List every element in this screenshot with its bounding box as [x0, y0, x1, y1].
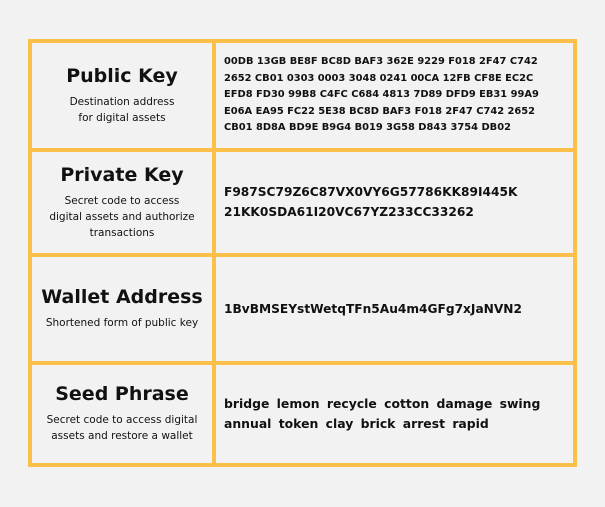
wallet-address-title: Wallet Address [41, 286, 203, 309]
private-key-description: Secret code to access digital assets and authorize transactions [49, 194, 195, 240]
seed-phrase-value: bridge lemon recycle cotton damage swing annual token clay brick arrest rapid [224, 395, 541, 431]
private-key-value: F987SC79Z6C87VX0VY6G57786KK89I445K 21KK0SDA61I20VC67YZ233CC33262 [224, 184, 518, 219]
wallet-address-label-cell [32, 257, 212, 361]
public-key-value: 00DB 13GB BE8F BC8D BAF3 362E 9229 F018 2F47 C742 2652 CB01 0303 0003 3048 0241 00CA 12FB CF8E EC2C EFD8 FD30 99B8 C4FC C684 4813 7D89 DFD9 EB31 99A9 E06A EA95 FC22 5E38 BC8D BAF3 F018 2F47 C742 2652 CB01 8D8A BD9E B9G4 B019 3G58 D843 3754 DB02 [224, 56, 539, 134]
public-key-title: Public Key [66, 64, 178, 87]
private-key-label-cell [32, 152, 212, 253]
public-key-value-cell [216, 43, 573, 148]
seed-phrase-description: Secret code to access digital assets and restore a wallet [46, 414, 198, 443]
seed-phrase-title: Seed Phrase [55, 383, 189, 406]
public-key-description: Destination address for digital assets [69, 95, 175, 124]
wallet-address-value: 1BvBMSEYstWetqTFn5Au4m4GFg7xJaNVN2 [224, 302, 522, 316]
seed-phrase-value-cell [216, 365, 573, 463]
wallet-address-description: Shortened form of public key [45, 317, 199, 330]
seed-phrase-label-cell [32, 365, 212, 463]
crypto-terms-table [28, 39, 577, 467]
private-key-value-cell [216, 152, 573, 253]
private-key-title: Private Key [60, 163, 184, 186]
public-key-label-cell [32, 43, 212, 148]
wallet-address-value-cell [216, 257, 573, 361]
